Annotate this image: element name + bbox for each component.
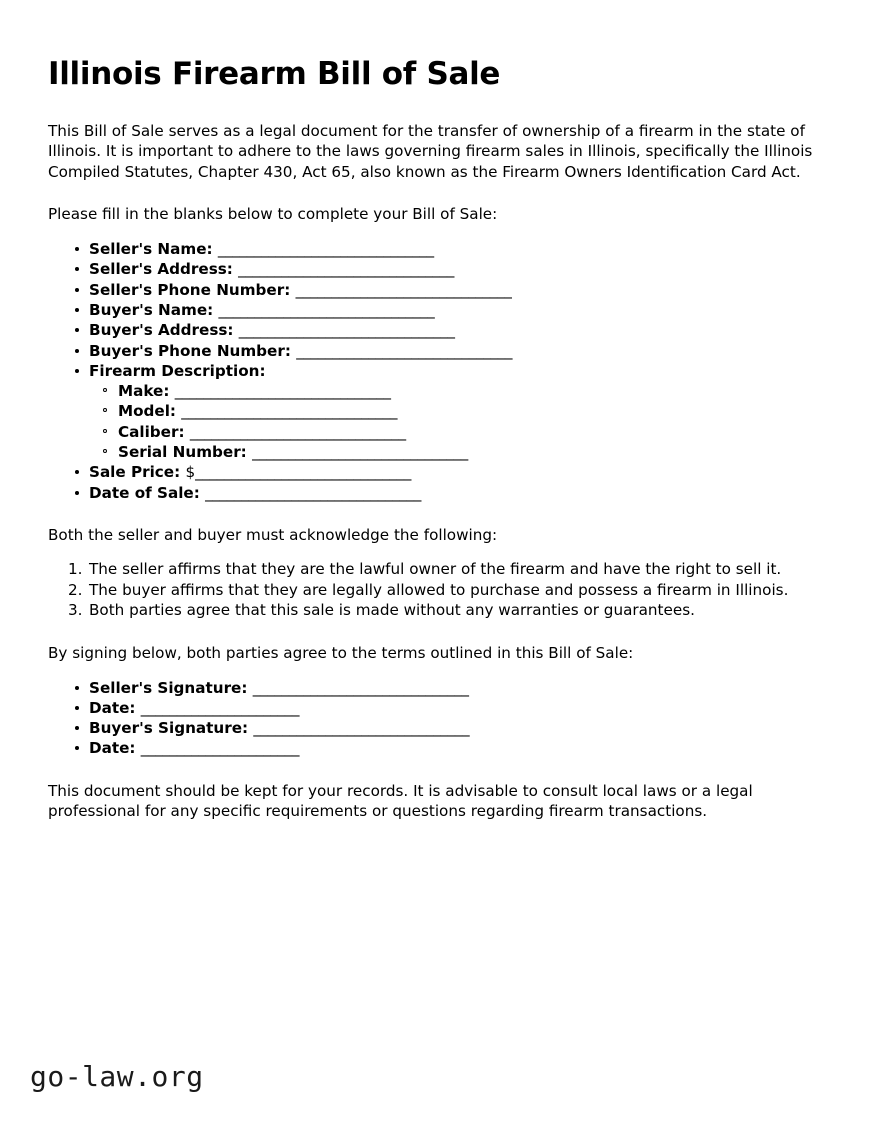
list-item-sellers-signature [48, 678, 821, 698]
list-item: The seller affirms that they are the lawful owner of the firearm and have the right to sell it. [89, 560, 782, 579]
list-item: Both parties agree that this sale is made without any warranties or guarantees. [89, 601, 695, 620]
list-item-sellers-name [48, 239, 821, 259]
intro-paragraph: This Bill of Sale serves as a legal document for the transfer of ownership of a firearm in the state of Illinois. It is important to adhere to the laws governing firearm sales in Illinois, specifically the Illinois Compiled Statutes, Chapter 430, Act 65, also known as the Firearm Owners Identification Card Act. [48, 121, 813, 181]
list-item-model [89, 401, 821, 421]
fill-instruction: Please fill in the blanks below to complete your Bill of Sale: [48, 205, 498, 224]
list-item-caliber [89, 422, 821, 442]
field-label: Buyer's Phone Number: [89, 341, 291, 360]
bullet-icon [75, 491, 79, 495]
bullet-icon [75, 706, 79, 710]
list-item-sellers-address [48, 259, 821, 279]
sub-bullet-icon [103, 449, 107, 453]
field-label: Seller's Name: [89, 240, 213, 259]
bullet-icon [75, 686, 79, 690]
party-fields-list [48, 239, 821, 503]
page-title: Illinois Firearm Bill of Sale [48, 56, 501, 92]
list-item-firearm-description [48, 361, 821, 462]
list-item-serial-number [89, 442, 821, 462]
field-label: Date of Sale: [89, 483, 200, 502]
bullet-icon [75, 349, 79, 353]
field-label: Seller's Signature: [89, 678, 248, 697]
field-blank[interactable]: ______________________________ [189, 422, 406, 441]
list-item: The buyer affirms that they are legally allowed to purchase and possess a firearm in Illinois. [89, 580, 789, 599]
field-label: Buyer's Address: [89, 321, 234, 340]
bullet-icon [75, 470, 79, 474]
bullet-icon [75, 308, 79, 312]
field-label: Date: [89, 739, 136, 758]
signature-fields-list [48, 678, 821, 759]
closing-paragraph: This document should be kept for your records. It is advisable to consult local laws or a legal professional for any specific requirements or questions regarding firearm transactions. [48, 781, 753, 821]
field-label: Seller's Address: [89, 260, 233, 279]
field-label: Make: [118, 382, 170, 401]
document-content [48, 0, 821, 822]
field-label: Seller's Phone Number: [89, 280, 291, 299]
field-label: Serial Number: [118, 442, 247, 461]
signing-intro: By signing below, both parties agree to the terms outlined in this Bill of Sale: [48, 643, 634, 662]
field-blank[interactable]: ______________________________ [218, 300, 435, 319]
bullet-icon [75, 247, 79, 251]
field-blank[interactable]: ______________________________ [238, 321, 455, 340]
bullet-icon [75, 369, 79, 373]
list-item-buyers-address [48, 320, 821, 340]
site-watermark: go-law.org [30, 1060, 204, 1093]
list-item-buyer-date [48, 738, 821, 758]
list-item-date-of-sale [48, 483, 821, 503]
field-label: Caliber: [118, 422, 185, 441]
bullet-icon [75, 746, 79, 750]
field-blank[interactable]: ______________________________ [296, 341, 513, 360]
acknowledge-intro: Both the seller and buyer must acknowledge the following: [48, 525, 498, 544]
list-item-sale-price [48, 462, 821, 482]
list-item-seller-date [48, 698, 821, 718]
field-blank[interactable]: ______________________________ [295, 280, 512, 299]
list-item-make [89, 381, 821, 401]
field-label: Date: [89, 698, 136, 717]
bullet-icon [75, 328, 79, 332]
field-blank[interactable]: ______________________________ [195, 463, 411, 482]
field-blank[interactable]: ______________________________ [238, 260, 454, 279]
list-item-buyers-signature [48, 718, 821, 738]
sub-bullet-icon [103, 408, 107, 412]
sub-bullet-icon [103, 429, 107, 433]
firearm-description-label: Firearm Description: [89, 361, 266, 380]
field-blank[interactable]: ______________________________ [181, 402, 398, 421]
firearm-description-sublist [89, 381, 821, 462]
field-blank[interactable]: ______________________________ [205, 483, 421, 502]
field-blank[interactable]: ______________________________ [252, 442, 468, 461]
bullet-icon [75, 726, 79, 730]
field-blank[interactable]: ______________________________ [174, 382, 391, 401]
field-blank[interactable]: ______________________ [140, 698, 300, 717]
bullet-icon [75, 267, 79, 271]
sub-bullet-icon [103, 388, 107, 392]
field-blank[interactable]: ______________________________ [252, 678, 469, 697]
list-item-sellers-phone-number [48, 280, 821, 300]
field-label: Buyer's Name: [89, 300, 214, 319]
list-item-buyers-phone-number [48, 341, 821, 361]
currency-symbol: $ [185, 463, 196, 482]
field-label: Buyer's Signature: [89, 719, 249, 738]
bullet-icon [75, 288, 79, 292]
field-blank[interactable]: ______________________ [140, 739, 300, 758]
field-blank[interactable]: ______________________________ [253, 719, 470, 738]
field-blank[interactable]: ______________________________ [217, 240, 434, 259]
field-label: Sale Price: [89, 463, 181, 482]
field-label: Model: [118, 402, 176, 421]
acknowledgements-list [48, 559, 821, 621]
list-item-buyers-name [48, 300, 821, 320]
